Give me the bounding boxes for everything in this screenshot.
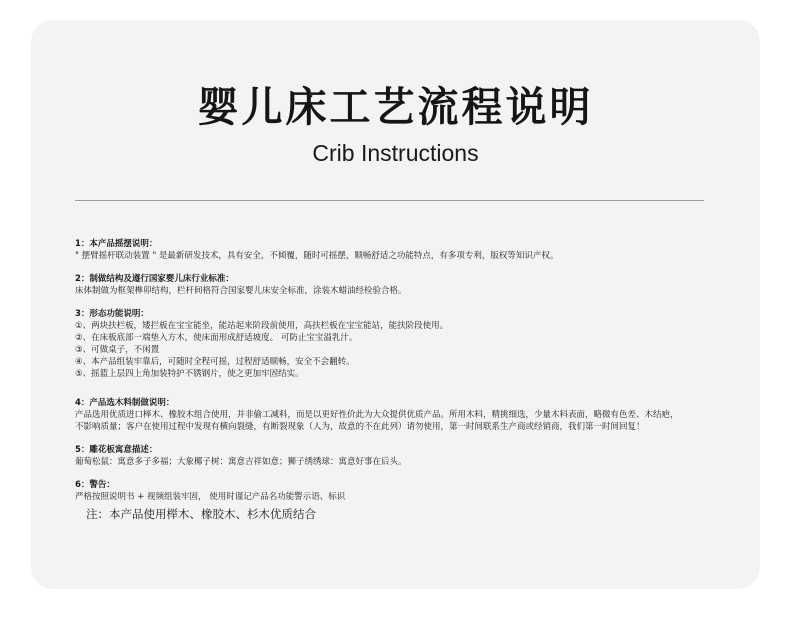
section-heading: 3：形态功能说明：: [75, 309, 149, 319]
section-materials: [75, 397, 735, 433]
section-warning: [75, 479, 735, 503]
section-heading: 4：产品选木料制做说明：: [75, 398, 175, 408]
section-line: ②、在床板底部一端垫入方木，使床面形成舒适坡度。 可防止宝宝溢乳汁。: [75, 333, 358, 343]
section-line: 床体制做为框架榫卯结构，栏杆间格符合国家婴儿床安全标准，涂装木蜡油经检验合格。: [75, 286, 407, 296]
section-heading: 1：本产品摇摆说明：: [75, 239, 158, 249]
section-line: ⑤、摇篮上层四上角加装特护不锈钢片，使之更加牢固结实。: [75, 369, 304, 379]
section-line: " 摆臂摇杆联动装置 " 是最新研发技术，具有安全，不倾覆，随时可摇摆，顺畅舒适之功能特点，有多项专利，版权等知识产权。: [75, 251, 559, 261]
section-carving: [75, 444, 735, 468]
section-line: ④、本产品组装牢靠后，可随时全程可摇，过程舒适顺畅，安全不会翻转。: [75, 357, 355, 367]
section-line: ③、可做桌子，不闲置: [75, 345, 160, 355]
section-heading: 2：制做结构及遵行国家婴儿床行业标准：: [75, 274, 234, 284]
divider: [75, 200, 704, 201]
page-subtitle: Crib Instructions: [312, 140, 479, 166]
section-swing: [75, 238, 735, 262]
section-line: ①、两块扶栏板，矮拦板在宝宝能坐，能站起来阶段前使用，高扶栏板在宝宝能站，能扶阶段使用。: [75, 321, 449, 331]
section-heading: 5：雕花板寓意描述：: [75, 445, 158, 455]
section-line: 严格按照说明书 + 视频组装牢固， 使用时谨记产品名功能警示语、标识: [75, 492, 346, 502]
section-line: 葡萄松鼠：寓意多子多福；大象椰子树：寓意吉祥如意；狮子绣绣球：寓意好事在后头。: [75, 457, 407, 467]
material-note: 注：本产品使用榉木、橡胶木、杉木优质结合: [86, 507, 316, 521]
section-structure: [75, 273, 735, 297]
section-line: 不影响质量；客户在使用过程中发现有横向裂缝，有断裂现象（人为，故意的不在此列）请勿使用，第一时间联系生产商或经销商，我们第一时间回复！: [75, 422, 645, 432]
section-line: 产品选用优质进口榉木、橡胶木组合使用，并非偷工减料，而是以更好性价此为大众提供优质产品。所用木料，精挑细选，少量木料表面，略微有色差、木结疤，: [75, 410, 679, 420]
page-title: 婴儿床工艺流程说明: [197, 83, 594, 131]
instructions-body: [75, 238, 735, 522]
section-heading: 6：警告：: [75, 480, 115, 490]
instruction-card: [31, 20, 760, 589]
section-functions: [75, 308, 735, 380]
